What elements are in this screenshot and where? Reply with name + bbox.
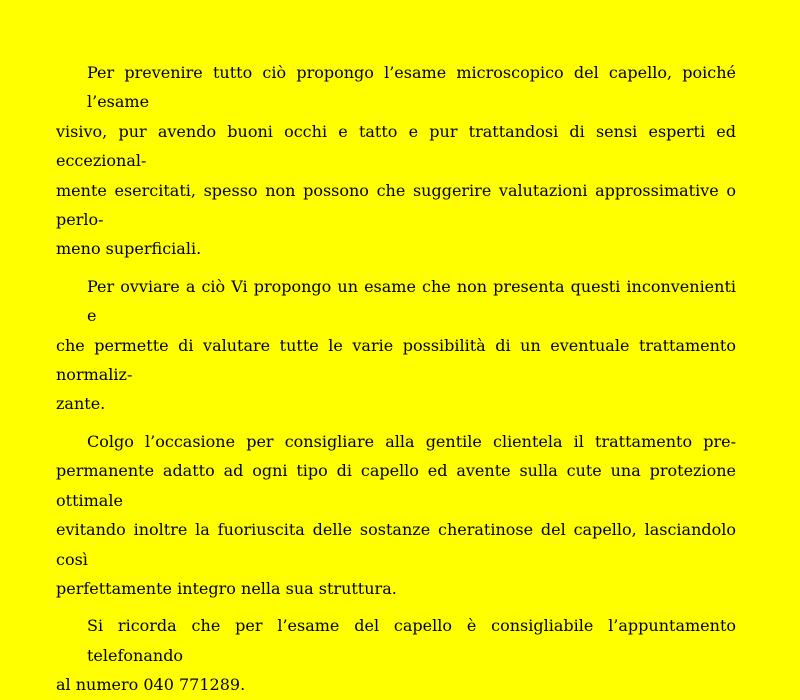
text-line: Si ricorda che per l’esame del capello è consigliabile l’appuntamento telefonando xyxy=(87,616,736,665)
phone-number-line: al numero 040 771289. xyxy=(56,675,246,695)
paragraph-hair-analysis-intro xyxy=(56,58,736,264)
text-line: visivo, pur avendo buoni occhi e tatto e pur trattandosi di sensi esperti ed eccezional- xyxy=(56,121,736,171)
text-line: perfettamente integro nella sua struttura. xyxy=(56,578,397,598)
text-line: che permette di valutare tutte le varie possibilità di un eventuale trattamento normaliz- xyxy=(56,335,736,385)
paragraph-prepermanent-treatment xyxy=(56,427,736,603)
paragraph-appointment-phone xyxy=(56,611,736,699)
text-line: evitando inoltre la fuoriuscita delle sostanze cheratinose del capello, lasciandolo così xyxy=(56,520,736,569)
text-line: mente esercitati, spesso non possono che suggerire valutazioni approssimative o perlo- xyxy=(56,180,736,230)
paragraph-exam-proposal xyxy=(56,272,736,419)
text-line: Per ovviare a ciò Vi propongo un esame che non presenta questi inconvenienti e xyxy=(87,276,736,326)
document-body xyxy=(56,58,736,700)
text-line: zante. xyxy=(56,394,106,414)
text-line: Per prevenire tutto ciò propongo l’esame microscopico del capello, poiché l’esame xyxy=(87,63,736,112)
text-line: Colgo l’occasione per consigliare alla gentile clientela il trattamento pre- xyxy=(87,431,736,451)
text-line: permanente adatto ad ogni tipo di capello ed avente sulla cute una protezione ottimale xyxy=(56,461,736,510)
text-line: meno superficiali. xyxy=(56,239,202,259)
